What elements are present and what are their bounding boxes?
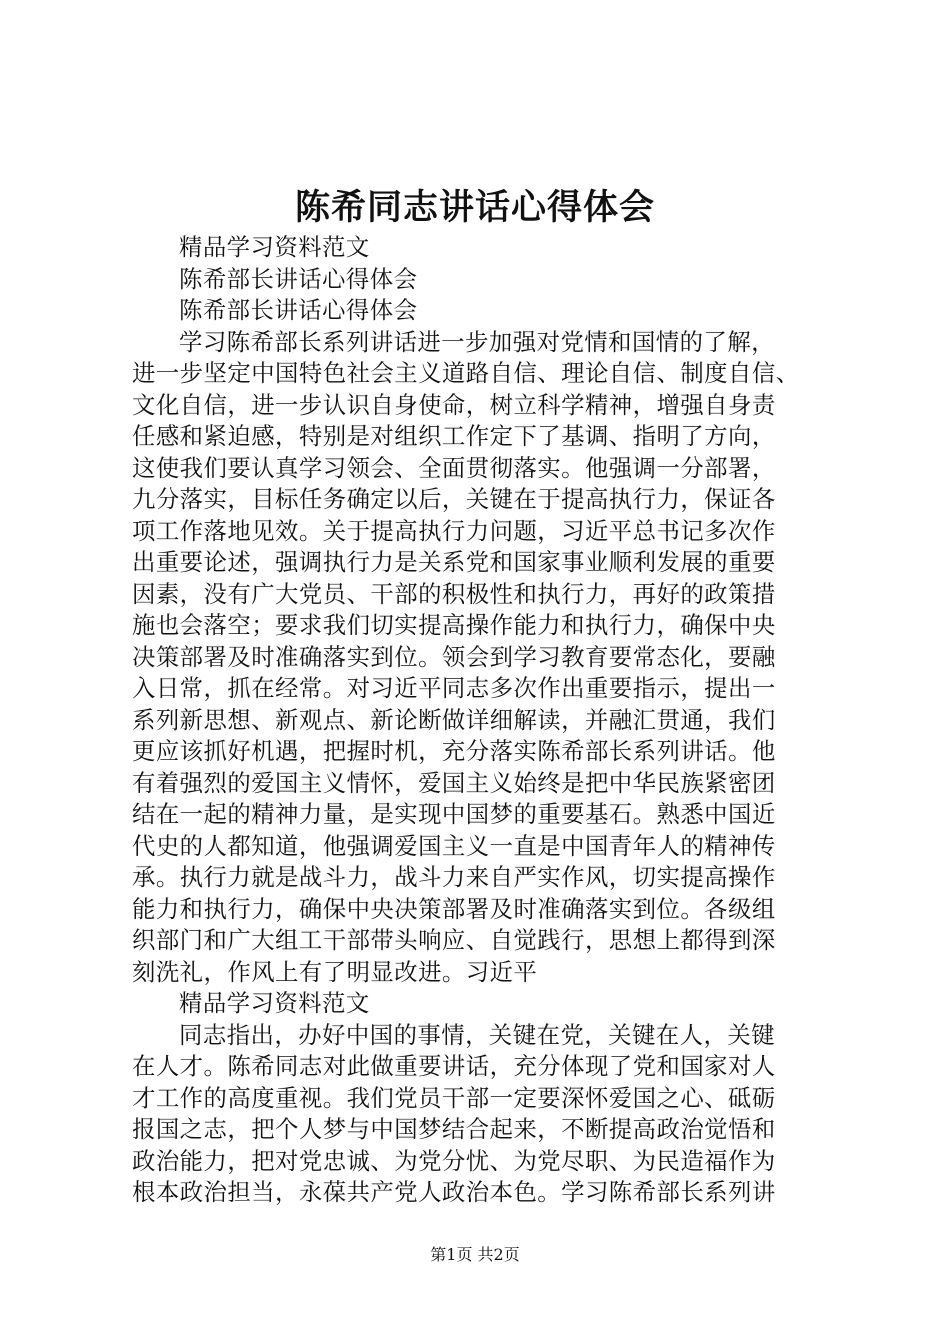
header-line: 精品学习资料范文 <box>179 233 370 261</box>
paragraph1-line: 出重要论述，强调执行力是关系党和国家事业顺利发展的重要 <box>132 548 776 576</box>
header-line: 陈希部长讲话心得体会 <box>179 296 418 324</box>
paragraph1-line: 任感和紧迫感，特别是对组织工作定下了基调、指明了方向， <box>132 422 776 450</box>
paragraph1-line: 九分落实，目标任务确定以后，关键在于提高执行力，保证各 <box>132 485 776 513</box>
paragraph1-line: 承。执行力就是战斗力，战斗力来自严实作风，切实提高操作 <box>132 863 776 891</box>
paragraph2-line: 政治能力，把对党忠诚、为党分忧、为党尽职、为民造福作为 <box>132 1146 776 1175</box>
paragraph1-line: 有着强烈的爱国主义情怀，爱国主义始终是把中华民族紧密团 <box>132 768 776 797</box>
paragraph1-line: 项工作落地见效。关于提高执行力问题，习近平总书记多次作 <box>132 516 776 545</box>
repeat-header-line: 精品学习资料范文 <box>179 989 370 1017</box>
header-line: 陈希部长讲话心得体会 <box>179 264 418 293</box>
page-footer: 第1页 共2页 <box>430 1245 520 1264</box>
paragraph1-line: 织部门和广大组工干部带头响应、自觉践行，思想上都得到深 <box>132 926 776 954</box>
paragraph2-line: 在人才。陈希同志对此做重要讲话，充分体现了党和国家对人 <box>132 1052 776 1080</box>
document-body <box>132 232 832 1209</box>
paragraph1-line: 更应该抓好机遇，把握时机，充分落实陈希部长系列讲话。他 <box>132 737 776 765</box>
paragraph1-line: 进一步坚定中国特色社会主义道路自信、理论自信、制度自信、 <box>132 359 800 387</box>
paragraph1-line: 入日常，抓在经常。对习近平同志多次作出重要指示，提出一 <box>132 674 776 702</box>
paragraph1-line: 这使我们要认真学习领会、全面贯彻落实。他强调一分部署， <box>132 453 776 482</box>
paragraph2-line: 报国之志，把个人梦与中国梦结合起来，不断提高政治觉悟和 <box>132 1115 776 1143</box>
paragraph1-line: 结在一起的精神力量，是实现中国梦的重要基石。熟悉中国近 <box>132 800 776 828</box>
paragraph1-line: 学习陈希部长系列讲话进一步加强对党情和国情的了解， <box>179 327 776 356</box>
paragraph1-line: 系列新思想、新观点、新论断做详细解读，并融汇贯通，我们 <box>132 705 776 734</box>
paragraph1-line: 文化自信，进一步认识自身使命，树立科学精神，增强自身责 <box>132 390 776 419</box>
paragraph2-line: 同志指出，办好中国的事情，关键在党，关键在人，关键 <box>179 1020 776 1049</box>
paragraph1-line: 施也会落空；要求我们切实提高操作能力和执行力，确保中央 <box>132 611 776 639</box>
paragraph1-line: 决策部署及时准确落实到位。领会到学习教育要常态化，要融 <box>132 642 776 671</box>
paragraph2-line: 根本政治担当，永葆共产党人政治本色。学习陈希部长系列讲 <box>132 1178 776 1206</box>
paragraph2-line: 才工作的高度重视。我们党员干部一定要深怀爱国之心、砥砺 <box>132 1083 776 1112</box>
paragraph1-line: 因素，没有广大党员、干部的积极性和执行力，再好的政策措 <box>132 579 776 608</box>
paragraph1-line: 刻洗礼，作风上有了明显改进。习近平 <box>132 957 538 986</box>
paragraph1-line: 能力和执行力，确保中央决策部署及时准确落实到位。各级组 <box>132 894 776 923</box>
document-title: 陈希同志讲话心得体会 <box>294 187 655 228</box>
paragraph1-line: 代史的人都知道，他强调爱国主义一直是中国青年人的精神传 <box>132 831 776 860</box>
